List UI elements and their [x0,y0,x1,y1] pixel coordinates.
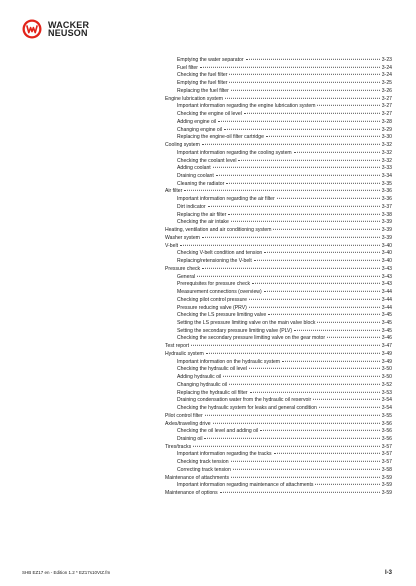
toc-entry-title: Draining coolant [177,173,214,180]
toc-dot-leader [233,469,380,470]
toc-dot-leader [229,82,379,83]
toc-entry-title: V-belt [165,242,179,249]
toc-subsection-entry[interactable] [165,405,392,413]
toc-subsection-entry[interactable] [165,366,392,374]
toc-subsection-entry[interactable] [165,374,392,382]
toc-dot-leader [254,260,380,261]
toc-dot-leader [315,484,379,485]
toc-dot-leader [231,461,380,462]
toc-dot-leader [317,105,379,106]
toc-entry-title: Important information regarding the engine lubrication system [177,103,316,110]
toc-dot-leader [249,306,380,307]
toc-entry-page: 3-46 [381,335,392,342]
toc-entry-title: Checking the fuel filter [177,72,228,79]
toc-entry-title: Test report [165,343,190,350]
toc-dot-leader [252,283,380,284]
toc-dot-leader [238,159,379,160]
toc-entry-page: 3-34 [381,173,392,180]
footer-page-number: I-3 [384,570,392,576]
toc-dot-leader [231,476,380,477]
toc-entry-page: 3-35 [381,180,392,187]
toc-dot-leader [213,167,380,168]
toc-section-entry[interactable] [165,490,392,498]
toc-entry-page: 3-50 [381,366,392,373]
toc-subsection-entry[interactable] [165,258,392,266]
toc-entry-title: Correcting track tension [177,466,231,473]
toc-dot-leader [249,368,380,369]
toc-entry-title: Pilot control filter [165,412,203,419]
toc-entry-page: 3-26 [381,87,392,94]
toc-section-entry[interactable] [165,413,392,421]
toc-subsection-entry[interactable] [165,204,392,212]
toc-subsection-entry[interactable] [165,397,392,405]
toc-entry-page: 3-59 [381,482,392,489]
toc-section-entry[interactable] [165,243,392,251]
toc-dot-leader [224,128,380,129]
toc-entry-title: Replacing/retensioning the V-belt [177,258,252,265]
toc-section-entry[interactable] [165,142,392,150]
toc-section-entry[interactable] [165,421,392,429]
toc-entry-page: 3-54 [381,397,392,404]
toc-dot-leader [216,175,380,176]
toc-entry-page: 3-49 [381,350,392,357]
toc-entry-page: 3-45 [381,312,392,319]
toc-entry-title: Checking the hydraulic oil level [177,366,247,373]
toc-entry-title: Engine lubrication system [165,95,224,102]
toc-entry-title: Checking the secondary pressure limiting valve on the gear motor [177,335,326,342]
toc-subsection-entry[interactable] [165,173,392,181]
toc-subsection-entry[interactable] [165,103,392,111]
toc-entry-title: Changing hydraulic oil [177,381,228,388]
toc-dot-leader [197,275,380,276]
toc-subsection-entry[interactable] [165,196,392,204]
toc-dot-leader [180,244,380,245]
toc-entry-page: 3-44 [381,296,392,303]
toc-dot-leader [202,144,380,145]
toc-dot-leader [191,345,380,346]
toc-dot-leader [206,353,380,354]
toc-entry-title: Checking track tension [177,459,229,466]
toc-entry-title: Setting the LS pressure limiting valve on the main valve block [177,319,316,326]
toc-dot-leader [264,291,380,292]
toc-dot-leader [193,446,380,447]
toc-dot-leader [202,268,380,269]
toc-entry-title: Replacing the engine-oil filter cartridge [177,134,264,141]
toc-entry-title: Checking V-belt condition and tension [177,250,263,257]
toc-entry-page: 3-56 [381,420,392,427]
toc-subsection-entry[interactable] [165,181,392,189]
toc-entry-page: 3-57 [381,451,392,458]
toc-dot-leader [317,322,379,323]
toc-dot-leader [246,59,380,60]
toc-subsection-entry[interactable] [165,436,392,444]
toc-subsection-entry[interactable] [165,467,392,475]
toc-section-entry[interactable] [165,227,392,235]
toc-entry-page: 3-39 [381,219,392,226]
toc-entry-title: Setting the secondary pressure limiting valve (PLV) [177,327,293,334]
toc-dot-leader [244,113,380,114]
toc-dot-leader [226,183,380,184]
toc-entry-page: 3-50 [381,374,392,381]
toc-subsection-entry[interactable] [165,297,392,305]
toc-entry-title: Pressure reducing valve (PRV) [177,304,247,311]
brand-line-1: WACKER [48,20,90,30]
toc-subsection-entry[interactable] [165,88,392,96]
toc-entry-title: Important information regarding the cooling system [177,149,292,156]
toc-entry-page: 3-58 [381,466,392,473]
toc-dot-leader [231,221,380,222]
toc-entry-title: Checking the hydraulic system for leaks and general condition [177,405,317,412]
toc-subsection-entry[interactable] [165,111,392,119]
toc-entry-page: 3-59 [381,490,392,497]
toc-subsection-entry[interactable] [165,212,392,220]
footer-document-id: SHB EZ17 en - Edition 1.2 * EZ17s10VIZ.fm [22,570,111,575]
toc-subsection-entry[interactable] [165,320,392,328]
toc-subsection-entry[interactable] [165,250,392,258]
toc-entry-title: Emptying the fuel filter [177,80,228,87]
toc-entry-title: Important information regarding maintenance of attachments [177,482,314,489]
toc-entry-title: Dirt indicator [177,203,206,210]
toc-entry-page: 3-40 [381,258,392,265]
toc-entry-page: 3-45 [381,327,392,334]
toc-entry-title: Cooling system [165,142,200,149]
toc-entry-page: 3-30 [381,134,392,141]
toc-subsection-entry[interactable] [165,274,392,282]
toc-entry-page: 3-43 [381,265,392,272]
toc-dot-leader [213,422,380,423]
toc-entry-title: Adding hydraulic oil [177,374,222,381]
toc-dot-leader [294,152,380,153]
toc-dot-leader [250,391,380,392]
toc-dot-leader [228,213,380,214]
toc-subsection-entry[interactable] [165,165,392,173]
toc-section-entry[interactable] [165,235,392,243]
toc-entry-page: 3-56 [381,428,392,435]
toc-entry-page: 3-52 [381,381,392,388]
toc-entry-title: Checking the air intake [177,219,229,226]
toc-subsection-entry[interactable] [165,158,392,166]
toc-entry-title: Adding engine oil [177,118,217,125]
toc-subsection-entry[interactable] [165,482,392,490]
toc-dot-leader [205,415,380,416]
toc-entry-page: 3-45 [381,319,392,326]
toc-entry-page: 3-32 [381,142,392,149]
toc-entry-page: 3-57 [381,443,392,450]
toc-subsection-entry[interactable] [165,57,392,65]
toc-dot-leader [218,121,380,122]
toc-entry-page: 3-47 [381,343,392,350]
toc-dot-leader [294,330,380,331]
brand-wordmark [48,21,89,37]
toc-dot-leader [268,314,380,315]
toc-subsection-entry[interactable] [165,459,392,467]
toc-section-entry[interactable] [165,188,392,196]
toc-entry-title: Replacing the air filter [177,211,227,218]
toc-entry-title: Axles/traveling drive [165,420,211,427]
toc-entry-page: 3-29 [381,126,392,133]
toc-dot-leader [327,337,380,338]
toc-entry-title: Measurement connections (overview) [177,289,262,296]
toc-entry-title: Prerequisites for pressure check [177,281,251,288]
toc-entry-page: 3-44 [381,304,392,311]
toc-entry-title: Replacing the fuel filter [177,87,229,94]
toc-entry-page: 3-59 [381,474,392,481]
toc-subsection-entry[interactable] [165,281,392,289]
toc-entry-title: Maintenance of attachments [165,474,229,481]
toc-entry-page: 3-49 [381,358,392,365]
toc-entry-page: 3-27 [381,111,392,118]
toc-dot-leader [277,198,380,199]
toc-entry-title: Adding coolant [177,165,211,172]
toc-subsection-entry[interactable] [165,428,392,436]
toc-entry-page: 3-39 [381,234,392,241]
toc-dot-leader [220,492,380,493]
toc-entry-page: 3-54 [381,405,392,412]
toc-entry-title: Checking the engine oil level [177,111,242,118]
toc-entry-page: 3-40 [381,242,392,249]
toc-subsection-entry[interactable] [165,451,392,459]
toc-entry-title: Washer system [165,234,200,241]
table-of-contents [165,57,392,498]
toc-entry-title: Pressure check [165,265,201,272]
toc-entry-page: 3-32 [381,149,392,156]
toc-dot-leader [274,453,380,454]
toc-dot-leader [273,229,379,230]
toc-entry-page: 3-27 [381,103,392,110]
toc-subsection-entry[interactable] [165,150,392,158]
toc-dot-leader [208,206,380,207]
toc-entry-page: 3-32 [381,157,392,164]
toc-entry-page: 3-28 [381,118,392,125]
toc-dot-leader [184,190,380,191]
toc-entry-page: 3-57 [381,459,392,466]
wacker-neuson-w-logo-icon [22,19,42,39]
toc-subsection-entry[interactable] [165,134,392,142]
toc-dot-leader [319,407,380,408]
toc-subsection-entry[interactable] [165,80,392,88]
toc-entry-page: 3-56 [381,435,392,442]
toc-entry-title: Checking pilot control pressure [177,296,247,303]
toc-entry-title: Checking the LS pressure limiting valve [177,312,267,319]
toc-dot-leader [229,74,379,75]
toc-dot-leader [225,97,380,98]
toc-entry-title: Checking the coolant level [177,157,237,164]
toc-section-entry[interactable] [165,96,392,104]
toc-entry-page: 3-27 [381,95,392,102]
toc-entry-title: Draining condensation water from the hydraulic oil reservoir [177,397,312,404]
toc-entry-title: Checking the oil level and adding oil [177,428,259,435]
toc-dot-leader [204,438,379,439]
toc-entry-title: Draining oil [177,435,203,442]
toc-entry-title: Important information regarding the air filter [177,196,275,203]
toc-entry-page: 3-40 [381,250,392,257]
toc-subsection-entry[interactable] [165,65,392,73]
toc-section-entry[interactable] [165,266,392,274]
toc-section-entry[interactable] [165,444,392,452]
toc-entry-title: Cleaning the radiator [177,180,225,187]
toc-subsection-entry[interactable] [165,119,392,127]
toc-dot-leader [249,299,380,300]
toc-subsection-entry[interactable] [165,312,392,320]
toc-entry-page: 3-24 [381,72,392,79]
toc-subsection-entry[interactable] [165,289,392,297]
toc-entry-title: Important information regarding the tracks [177,451,272,458]
toc-entry-page: 3-36 [381,188,392,195]
toc-subsection-entry[interactable] [165,72,392,80]
toc-section-entry[interactable] [165,351,392,359]
toc-entry-page: 3-24 [381,64,392,71]
toc-dot-leader [266,136,380,137]
toc-entry-page: 3-55 [381,412,392,419]
toc-entry-page: 3-44 [381,289,392,296]
toc-dot-leader [202,237,380,238]
toc-entry-page: 3-43 [381,281,392,288]
toc-subsection-entry[interactable] [165,127,392,135]
toc-entry-title: Hydraulic system [165,350,204,357]
toc-subsection-entry[interactable] [165,390,392,398]
toc-section-entry[interactable] [165,475,392,483]
toc-entry-title: Heating, ventilation and air conditioning system [165,227,272,234]
toc-entry-title: Air filter [165,188,183,195]
brand-logo [22,18,89,40]
toc-entry-page: 3-43 [381,273,392,280]
toc-subsection-entry[interactable] [165,382,392,390]
toc-dot-leader [223,376,380,377]
toc-entry-title: Maintenance of options [165,490,218,497]
toc-entry-page: 3-38 [381,211,392,218]
toc-entry-page: 3-53 [381,389,392,396]
toc-dot-leader [313,399,380,400]
toc-dot-leader [264,252,380,253]
toc-entry-page: 3-25 [381,80,392,87]
page-footer [22,570,392,576]
toc-entry-title: Replacing the hydraulic oil filter [177,389,248,396]
toc-entry-page: 3-36 [381,196,392,203]
toc-dot-leader [229,384,380,385]
toc-subsection-entry[interactable] [165,359,392,367]
toc-dot-leader [200,67,380,68]
toc-entry-page: 3-23 [381,57,392,63]
toc-subsection-entry[interactable] [165,328,392,336]
toc-entry-page: 3-39 [381,227,392,234]
toc-subsection-entry[interactable] [165,219,392,227]
toc-entry-title: Tires/tracks [165,443,192,450]
toc-section-entry[interactable] [165,343,392,351]
toc-entry-title: Fuel filter [177,64,198,71]
toc-dot-leader [231,90,380,91]
toc-entry-title: Changing engine oil [177,126,223,133]
toc-entry-page: 3-33 [381,165,392,172]
toc-entry-page: 3-37 [381,203,392,210]
toc-entry-title: Important information on the hydraulic system [177,358,281,365]
brand-line-2: NEUSON [48,28,88,38]
toc-dot-leader [282,360,380,361]
toc-entry-title: Emptying the water separator [177,57,244,63]
toc-subsection-entry[interactable] [165,305,392,313]
toc-subsection-entry[interactable] [165,335,392,343]
toc-entry-title: General [177,273,196,280]
toc-dot-leader [260,430,380,431]
